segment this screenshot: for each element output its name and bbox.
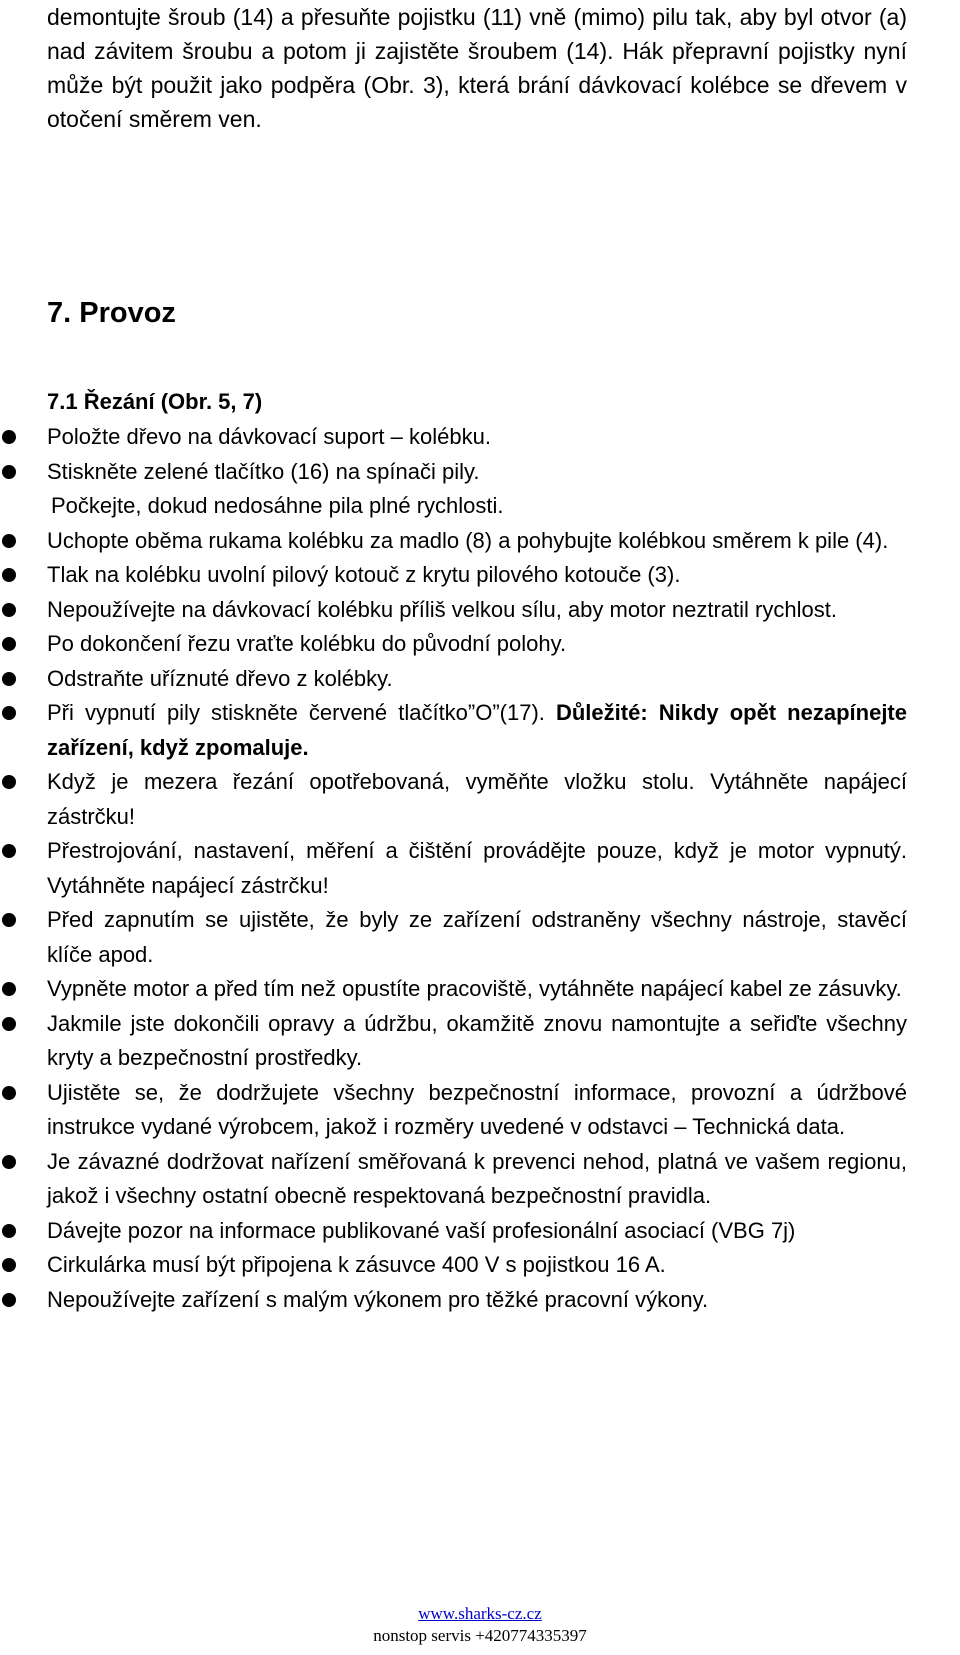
list-item <box>47 1076 907 1145</box>
list-item <box>47 696 907 765</box>
list-item <box>47 455 907 490</box>
list-item <box>47 489 907 524</box>
list-item <box>47 1145 907 1214</box>
list-item-text: Tlak na kolébku uvolní pilový kotouč z krytu pilového kotouče (3). <box>47 562 681 587</box>
list-item-text: Přestrojování, nastavení, měření a čištění provádějte pouze, když je motor vypnutý. Vytáhněte napájecí zástrčku! <box>47 838 907 898</box>
list-item <box>47 524 907 559</box>
list-item-text: Před zapnutím se ujistěte, že byly ze zařízení odstraněny všechny nástroje, stavěcí klíče apod. <box>47 907 907 967</box>
list-item <box>47 627 907 662</box>
list-item-text: Uchopte oběma rukama kolébku za madlo (8) a pohybujte kolébkou směrem k pile (4). <box>47 527 889 553</box>
list-item-text: Odstraňte uříznuté dřevo z kolébky. <box>47 665 393 691</box>
list-item-text: Ujistěte se, že dodržujete všechny bezpečnostní informace, provozní a údržbové instrukce vydané výrobcem, jakož i rozměry uvedené v odstavci – Technická data. <box>47 1079 907 1139</box>
list-item-text: Při vypnutí pily stiskněte červené tlačítko”O”(17). <box>47 700 556 725</box>
list-item <box>47 1214 907 1249</box>
list-item-text: Nepoužívejte na dávkovací kolébku příliš velkou sílu, aby motor neztratil rychlost. <box>47 596 837 622</box>
list-item <box>47 1007 907 1076</box>
list-item-text: Vypněte motor a před tím než opustíte pracoviště, vytáhněte napájecí kabel ze zásuvky. <box>47 976 902 1001</box>
list-item <box>47 903 907 972</box>
service-phone: nonstop servis +420774335397 <box>373 1626 587 1645</box>
list-item <box>47 765 907 834</box>
instruction-list <box>47 420 907 1317</box>
page-footer <box>0 1603 960 1647</box>
list-item-text: Je závazné dodržovat nařízení směřovaná k prevenci nehod, platná ve vašem regionu, jakož i všechny ostatní obecně respektovaná bezpečnostní pravidla. <box>47 1148 907 1208</box>
list-item <box>47 420 907 455</box>
list-item <box>47 972 907 1007</box>
subsection-heading: 7.1 Řezání (Obr. 5, 7) <box>47 389 263 414</box>
list-item-bold-text: Důležité: Nikdy opět nezapínejte zařízení, když zpomaluje. <box>47 700 907 760</box>
list-item-text: Položte dřevo na dávkovací suport – kolébku. <box>47 424 491 449</box>
list-item <box>47 662 907 697</box>
list-item <box>47 1248 907 1283</box>
list-item-text: Jakmile jste dokončili opravy a údržbu, okamžitě znovu namontujte a seřiďte všechny kryty a bezpečnostní prostředky. <box>47 1010 907 1070</box>
list-item <box>47 593 907 628</box>
list-item-text: Nepoužívejte zařízení s malým výkonem pro těžké pracovní výkony. <box>47 1286 709 1312</box>
list-item <box>47 834 907 903</box>
intro-paragraph: demontujte šroub (14) a přesuňte pojistku (11) vně (mimo) pilu tak, aby byl otvor (a) nad závitem šroubu a potom ji zajistěte šroubem (14). Hák přepravní pojistky nyní může být použit jako podpěra (Obr. 3), která brání dávkovací kolébce se dřevem v otočení směrem ven. <box>47 4 907 132</box>
list-item-text: Po dokončení řezu vraťte kolébku do původní polohy. <box>47 631 567 656</box>
section-heading: 7. Provoz <box>47 297 176 329</box>
list-item-text: Dávejte pozor na informace publikované vaší profesionální asociací (VBG 7j) <box>47 1217 796 1243</box>
list-item-text: Stiskněte zelené tlačítko (16) na spínači pily. <box>47 458 480 484</box>
list-item <box>47 558 907 593</box>
list-item-text: Když je mezera řezání opotřebovaná, vyměňte vložku stolu. Vytáhněte napájecí zástrčku! <box>47 769 907 829</box>
website-link[interactable]: www.sharks-cz.cz <box>418 1604 542 1623</box>
list-item-text: Počkejte, dokud nedosáhne pila plné rychlosti. <box>51 493 504 518</box>
list-item <box>47 1283 907 1318</box>
list-item-text: Cirkulárka musí být připojena k zásuvce 400 V s pojistkou 16 A. <box>47 1252 666 1277</box>
